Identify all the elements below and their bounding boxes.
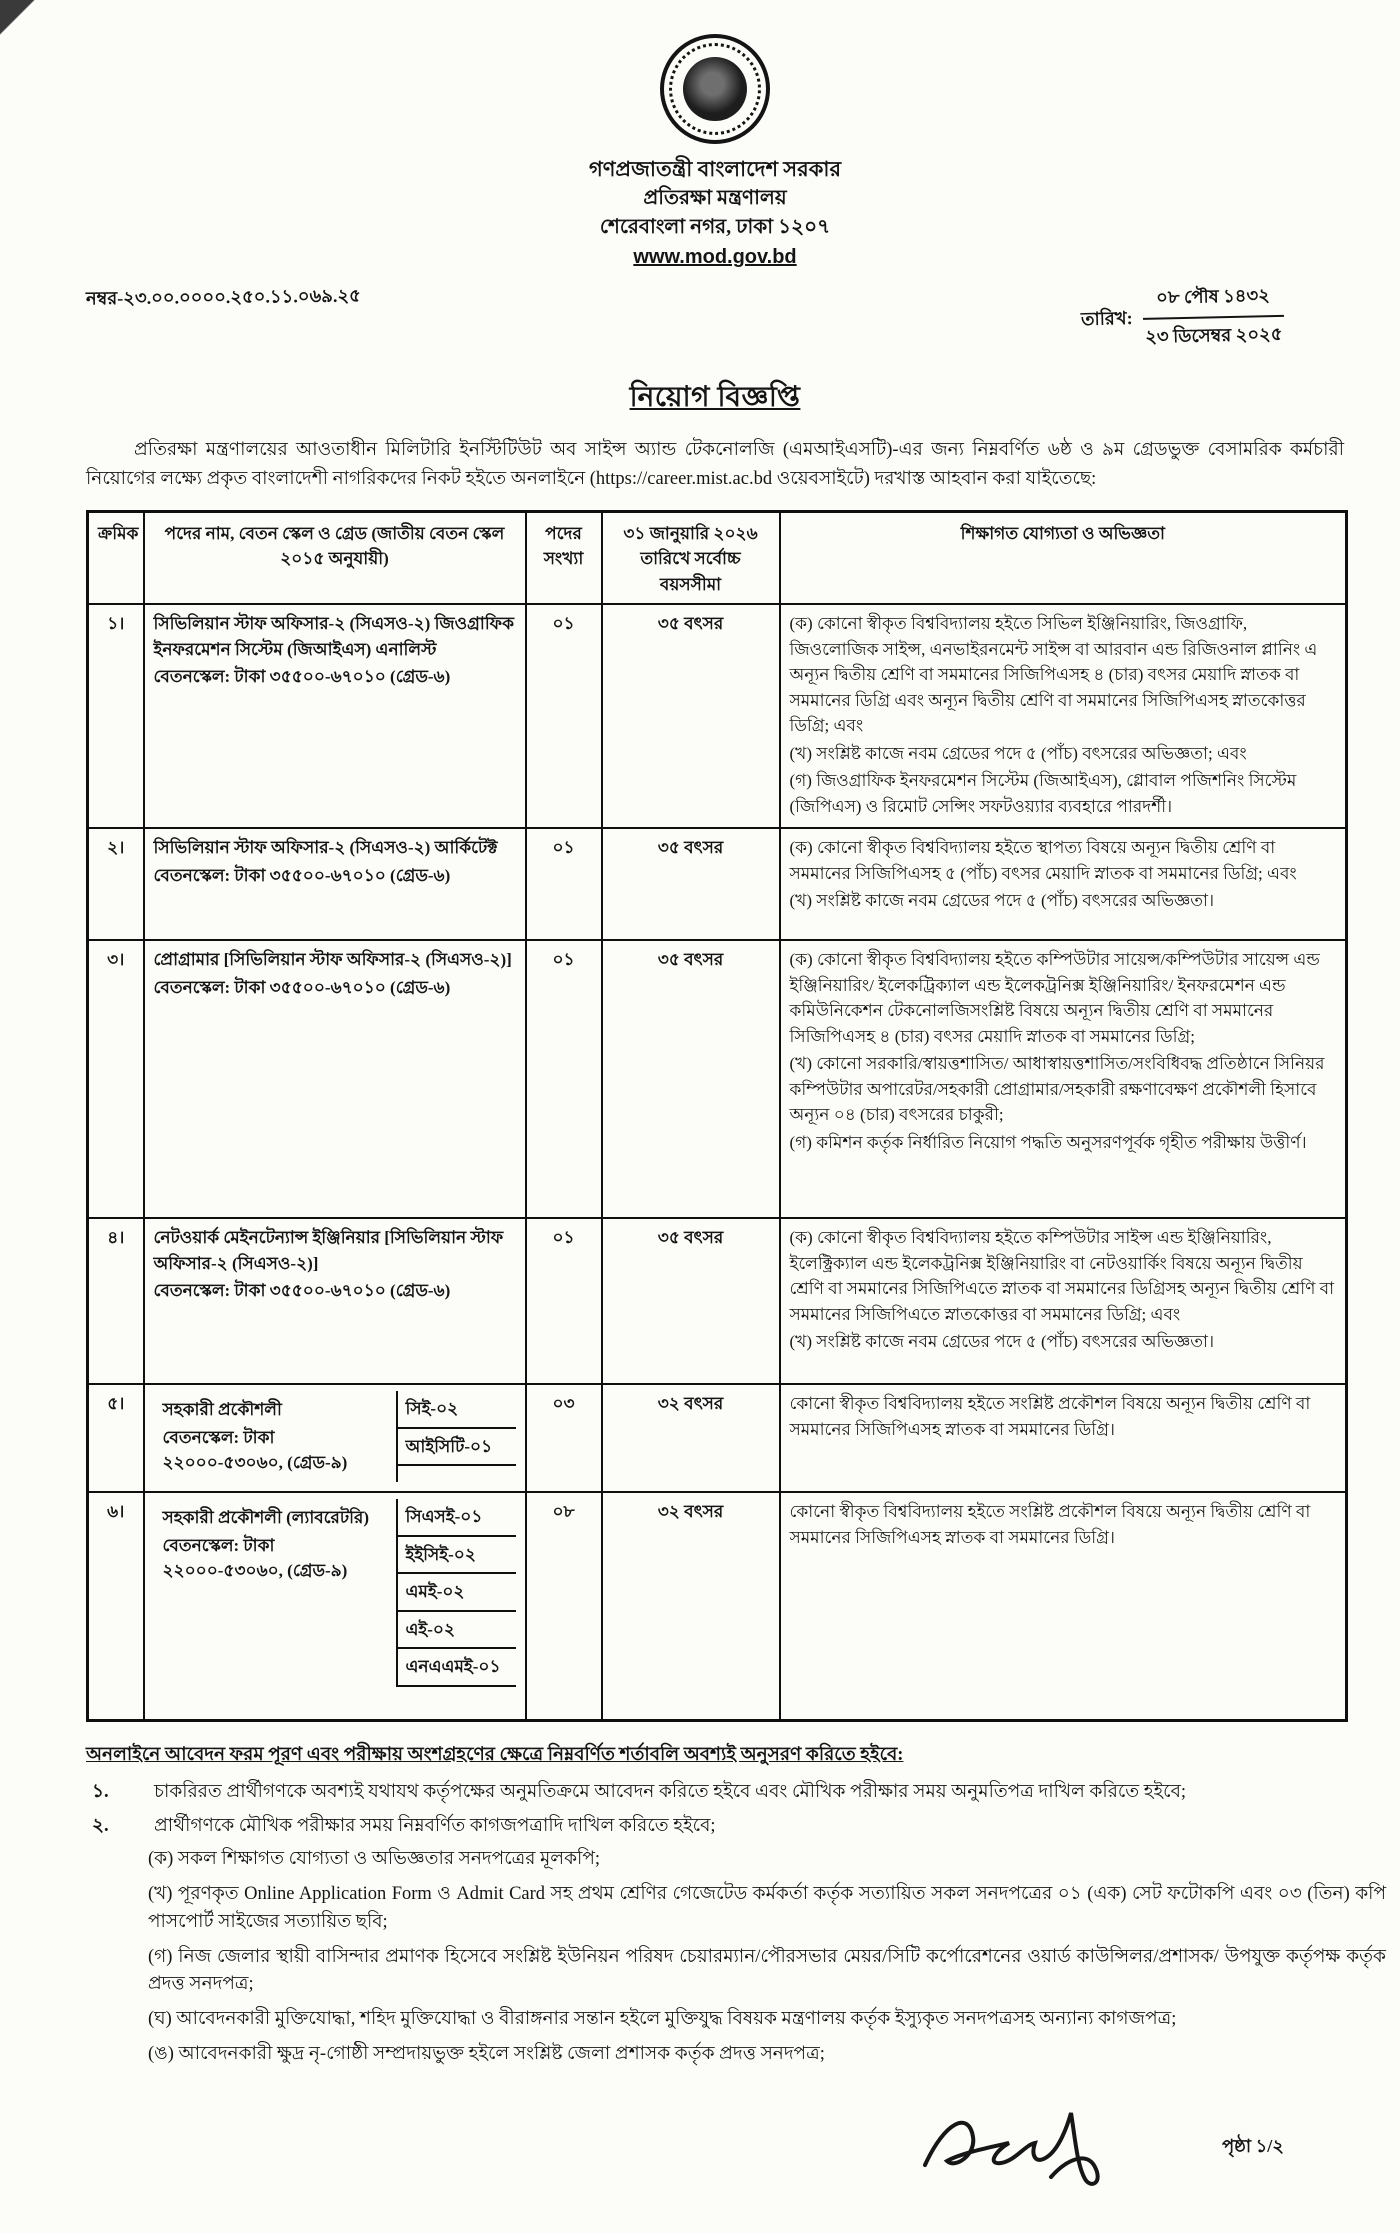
cell-qualification: [780, 604, 1347, 828]
date-gregorian: ২৩ ডিসেম্বর ২০২৫: [1144, 324, 1283, 348]
qualification-item: (ক) কোনো স্বীকৃত বিশ্ববিদ্যালয় হইতে কম্পিউটার সায়েন্স/কম্পিউটার সায়েন্স এন্ড ইঞ্জিনিয়ারিং/ ইলেকট্রিক্যাল এন্ড ইলেকট্রনিক্স ইঞ্জিনিয়ারিং/ ইনফরমেশন এন্ড কমিউনিকেশন টেকনোলজিসংশ্লিষ্ট বিষয়ে অন্যূন দ্বিতীয় শ্রেণি বা সমমানের সিজিপিএসহ ৪ (চার) বৎসর মেয়াদি স্নাতক বা সমমানের ডিগ্রি;: [789, 950, 1320, 1046]
condition-number: ১.: [92, 1781, 109, 1802]
condition-subitem: (খ) পূরণকৃত Online Application Form ও Admit Card সহ প্রথম শ্রেণির গেজেটেড কর্মকর্তা কর্তৃক সত্যায়িত সকল সনদপত্রের ০১ (এক) সেট ফটোকপি এবং ০৩ (তিন) কপি পাসপোর্ট সাইজের সত্যায়িত ছবি;: [148, 1884, 1386, 1932]
qualification-item: (ক) কোনো স্বীকৃত বিশ্ববিদ্যালয় হইতে সিভিল ইঞ্জিনিয়ারিং, জিওগ্রাফি, জিওলোজিক সাইন্স, এনভাইরনমেন্ট সাইন্স বা আরবান এন্ড রিজিওনাল প্লানিং এ অন্যূন দ্বিতীয় শ্রেণি বা সমমানের সিজিপিএসহ ৪ (চার) বৎসর মেয়াদি স্নাতক বা সমমানের ডিগ্রি এবং অন্যূন দ্বিতীয় শ্রেণি বা সমমানের সিজিপিএসহ স্নাতকোত্তর ডিগ্রি; এবং: [789, 614, 1318, 736]
cell-qualification: [780, 940, 1347, 1218]
table-row: [88, 1384, 1347, 1492]
cell-age: ৩৫ বৎসর: [602, 1218, 780, 1384]
condition-subitem: (গ) নিজ জেলার স্থায়ী বাসিন্দার প্রমাণক হিসেবে সংশ্লিষ্ট ইউনিয়ন পরিষদ চেয়ারম্যান/পৌরসভার মেয়র/সিটি কর্পোরেশনের ওয়ার্ড কাউন্সিলর/প্রশাসক/ উপযুক্ত কর্তৃপক্ষ কর্তৃক প্রদত্ত সনদপত্র;: [148, 1946, 1386, 1995]
cell-age: ৩২ বৎসর: [602, 1384, 780, 1492]
cell-position: [144, 940, 526, 1218]
position-pay-scale: বেতনস্কেল: টাকা ২২০০০-৫৩০৬০, (গ্রেড-৯): [162, 1535, 348, 1581]
position-code: আইসিটি-০১: [398, 1429, 516, 1467]
cell-position: [144, 1492, 526, 1720]
signature-mark: [917, 2103, 1127, 2193]
position-name: সহকারী প্রকৌশলী: [162, 1400, 282, 1420]
government-name: গণপ্রজাতন্ত্রী বাংলাদেশ সরকার: [588, 157, 842, 181]
conditions-section: [86, 1740, 1386, 2069]
cell-count: ০৮: [526, 1492, 602, 1720]
qualification-item: (গ) জিওগ্রাফিক ইনফরমেশন সিস্টেম (জিআইএস), গ্লোবাল পজিশনিং সিস্টেম (জিপিএস) ও রিমোট সেন্সিং সফটওয়্যার ব্যবহারে পারদর্শী।: [789, 771, 1297, 816]
cell-age: ৩৫ বৎসর: [602, 604, 780, 828]
position-pay-scale: বেতনস্কেল: টাকা ৩৫৫০০-৬৭০১০ (গ্রেড-৬): [153, 865, 451, 885]
qualification-item: কোনো স্বীকৃত বিশ্ববিদ্যালয় হইতে সংশ্লিষ্ট প্রকৌশল বিষয়ে অন্যূন দ্বিতীয় শ্রেণি বা সমমানের সিজিপিএসহ স্নাতক বা সমমানের ডিগ্রি।: [789, 1394, 1311, 1439]
position-name: প্রোগ্রামার [সিভিলিয়ান স্টাফ অফিসার-২ (সিএসও-২)]: [153, 950, 512, 970]
condition-subitem: (ঙ) আবেদনকারী ক্ষুদ্র নৃ-গোষ্ঠী সম্প্রদায়ভুক্ত হইলে সংশ্লিষ্ট জেলা প্রশাসক কর্তৃক প্রদত্ত সনদপত্র;: [148, 2043, 825, 2064]
condition-text: চাকরিরত প্রার্থীগণকে অবশ্যই যথাযথ কর্তৃপক্ষের অনুমতিক্রমে আবেদন করিতে হইবে এবং মৌখিক পরীক্ষার সময় অনুমতিপত্র দাখিল করিতে হইবে;: [154, 1781, 1187, 1802]
cell-age: ৩৫ বৎসর: [602, 828, 780, 940]
cell-position: [144, 1218, 526, 1384]
cell-position: [144, 1384, 526, 1492]
position-code: এই-০২: [398, 1612, 516, 1650]
position-name: সিভিলিয়ান স্টাফ অফিসার-২ (সিএসও-২) আর্কিটেক্ট: [153, 838, 498, 858]
cell-qualification: [780, 828, 1347, 940]
date-bangla: ০৮ পৌষ ১৪৩২: [1142, 281, 1284, 320]
qualification-item: (ক) কোনো স্বীকৃত বিশ্ববিদ্যালয় হইতে স্থাপত্য বিষয়ে অন্যূন দ্বিতীয় শ্রেণি বা সমমানের সিজিপিএসহ ৫ (পাঁচ) বৎসর মেয়াদি স্নাতক বা সমমানের ডিগ্রি; এবং: [789, 838, 1297, 883]
government-seal-icon: [660, 34, 770, 144]
cell-qualification: [780, 1492, 1347, 1720]
cell-qualification: [780, 1384, 1347, 1492]
position-code: এমই-০২: [398, 1574, 516, 1612]
col-header-age: ৩১ জানুয়ারি ২০২৬ তারিখে সর্বোচ্চ বয়সসীমা: [602, 511, 780, 604]
cell-qualification: [780, 1218, 1347, 1384]
qualification-item: (খ) সংশ্লিষ্ট কাজে নবম গ্রেডের পদে ৫ (পাঁচ) বৎসরের অভিজ্ঞতা।: [789, 891, 1215, 911]
col-header-qualification: শিক্ষাগত যোগ্যতা ও অভিজ্ঞতা: [780, 511, 1347, 604]
qualification-item: কোনো স্বীকৃত বিশ্ববিদ্যালয় হইতে সংশ্লিষ্ট প্রকৌশল বিষয়ে অন্যূন দ্বিতীয় শ্রেণি বা সমমানের সিজিপিএসহ স্নাতক বা সমমানের ডিগ্রি।: [789, 1502, 1311, 1547]
condition-subitem: (ক) সকল শিক্ষাগত যোগ্যতা ও অভিজ্ঞতার সনদপত্রের মূলকপি;: [148, 1849, 601, 1870]
cell-age: ৩২ বৎসর: [602, 1492, 780, 1720]
cell-age: ৩৫ বৎসর: [602, 940, 780, 1218]
table-row: [88, 940, 1347, 1218]
page-number: পৃষ্ঠা ১/২: [1221, 2136, 1284, 2157]
date-values: [1142, 281, 1285, 354]
condition-item: [86, 1813, 1386, 1841]
position-code-list: [396, 1391, 516, 1482]
scan-corner-artifact: [0, 0, 78, 108]
position-code: সিই-০২: [398, 1391, 516, 1429]
col-header-count: পদের সংখ্যা: [526, 511, 602, 604]
ministry-name: প্রতিরক্ষা মন্ত্রণালয়: [643, 187, 787, 210]
conditions-heading: অনলাইনে আবেদন ফরম পূরণ এবং পরীক্ষায় অংশগ্রহণের ক্ষেত্রে নিম্নবর্ণিত শর্তাবলি অবশ্যই অনুসরণ করিতে হইবে:: [86, 1744, 904, 1765]
cell-count: ০১: [526, 828, 602, 940]
condition-number: ২.: [92, 1815, 109, 1836]
position-code-list: [396, 1499, 516, 1687]
table-row: [88, 604, 1347, 828]
cell-position: [144, 828, 526, 940]
qualification-item: (খ) সংশ্লিষ্ট কাজে নবম গ্রেডের পদে ৫ (পাঁচ) বৎসরের অভিজ্ঞতা; এবং: [789, 743, 1247, 763]
condition-item: [86, 1779, 1386, 1807]
seal-core: [683, 57, 747, 121]
position-pay-scale: বেতনস্কেল: টাকা ৩৫৫০০-৬৭০১০ (গ্রেড-৬): [153, 667, 451, 687]
cell-count: ০১: [526, 604, 602, 828]
cell-count: ০১: [526, 1218, 602, 1384]
ministry-address: শেরেবাংলা নগর, ঢাকা ১২০৭: [599, 216, 831, 239]
table-row: [88, 1218, 1347, 1384]
position-name: সহকারী প্রকৌশলী (ল্যাবরেটরি): [162, 1508, 370, 1528]
footer-row: [86, 2103, 1344, 2193]
memo-date-row: [86, 283, 1344, 353]
position-name: সিভিলিয়ান স্টাফ অফিসার-২ (সিএসও-২) জিওগ্রাফিক ইনফরমেশন সিস্টেম (জিআইএস) এনালিস্ট: [153, 614, 515, 659]
col-header-position: পদের নাম, বেতন স্কেল ও গ্রেড (জাতীয় বেতন স্কেল ২০১৫ অনুযায়ী): [144, 511, 526, 604]
page-title: নিয়োগ বিজ্ঞপ্তি: [629, 382, 801, 414]
intro-paragraph: প্রতিরক্ষা মন্ত্রণালয়ের আওতাধীন মিলিটারি ইনস্টিটিউট অব সাইন্স অ্যান্ড টেকনোলজি (এমআইএসটি)-এর জন্য নিম্নবর্ণিত ৬ষ্ঠ ও ৯ম গ্রেডভুক্ত বেসামরিক কর্মচারী নিয়োগের লক্ষ্যে প্রকৃত বাংলাদেশী নাগরিকদের নিকট হইতে অনলাইনে (https://career.mist.ac.bd ওয়েবসাইটে) দরখাস্ত আহবান করা যাইতেছে:: [86, 440, 1344, 490]
condition-text: প্রার্থীগণকে মৌখিক পরীক্ষার সময় নিম্নবর্ণিত কাগজপত্রাদি দাখিল করিতে হইবে;: [154, 1815, 716, 1836]
qualification-item: (ক) কোনো স্বীকৃত বিশ্ববিদ্যালয় হইতে কম্পিউটার সাইন্স এন্ড ইঞ্জিনিয়ারিং, ইলেক্ট্রিক্যাল এন্ড ইলেকট্রনিক্স ইঞ্জিনিয়ারিং বা নেটওয়ার্কিং বিষয়ে অন্যূন দ্বিতীয় শ্রেণি বা সমমানের সিজিপিএতে স্নাতক বা সমমানের ডিগ্রিসহ অন্যূন দ্বিতীয় শ্রেণি বা সমমানের সিজিপিএতে স্নাতকোত্তর বা সমমানের ডিগ্রি; এবং: [789, 1228, 1335, 1324]
cell-serial: ১।: [88, 604, 144, 828]
qualification-item: (গ) কমিশন কর্তৃক নির্ধারিত নিয়োগ পদ্ধতি অনুসরণপূর্বক গৃহীত পরীক্ষায় উত্তীর্ণ।: [789, 1132, 1307, 1152]
table-row: [88, 828, 1347, 940]
cell-serial: ৪।: [88, 1218, 144, 1384]
qualification-item: (খ) কোনো সরকারি/স্বায়ত্তশাসিত/ আধাস্বায়ত্তশাসিত/সংবিধিবদ্ধ প্রতিষ্ঠানে সিনিয়র কম্পিউটার অপারেটর/সহকারী প্রোগ্রামার/সহকারী রক্ষণাবেক্ষণ প্রকৌশলী হিসাবে অন্যূন ০৪ (চার) বৎসরের চাকুরী;: [789, 1054, 1325, 1125]
position-pay-scale: বেতনস্কেল: টাকা ২২০০০-৫৩০৬০, (গ্রেড-৯): [162, 1427, 348, 1473]
condition-subitem: (ঘ) আবেদনকারী মুক্তিযোদ্ধা, শহিদ মুক্তিযোদ্ধা ও বীরাঙ্গনার সন্তান হইলে মুক্তিযুদ্ধ বিষয়ক মন্ত্রণালয় কর্তৃক ইস্যুকৃত সনদপত্রসহ অন্যান্য কাগজপত্র;: [148, 2009, 1177, 2030]
cell-serial: ৩।: [88, 940, 144, 1218]
cell-count: ০১: [526, 940, 602, 1218]
document-header: [86, 34, 1344, 269]
cell-position: [144, 604, 526, 828]
table-header-row: [88, 511, 1347, 604]
cell-serial: ৬।: [88, 1492, 144, 1720]
position-code: এনএএমই-০১: [398, 1649, 516, 1687]
col-header-serial: ক্রমিক: [88, 511, 144, 604]
ministry-website: www.mod.gov.bd: [633, 246, 797, 269]
date-block: [1080, 281, 1285, 355]
qualification-item: (খ) সংশ্লিষ্ট কাজে নবম গ্রেডের পদে ৫ (পাঁচ) বৎসরের অভিজ্ঞতা।: [789, 1332, 1215, 1352]
cell-count: ০৩: [526, 1384, 602, 1492]
memo-number: নম্বর-২৩.০০.০০০০.২৫০.১১.০৬৯.২৫: [85, 285, 361, 309]
cell-serial: ২।: [88, 828, 144, 940]
position-code: সিএসই-০১: [398, 1499, 516, 1537]
position-code: ইইসিই-০২: [398, 1537, 516, 1575]
position-name: নেটওয়ার্ক মেইনটেন্যান্স ইঞ্জিনিয়ার [সিভিলিয়ান স্টাফ অফিসার-২ (সিএসও-২)]: [153, 1228, 504, 1273]
date-label: তারিখ:: [1080, 307, 1133, 330]
positions-table: [86, 510, 1348, 1722]
position-pay-scale: বেতনস্কেল: টাকা ৩৫৫০০-৬৭০১০ (গ্রেড-৬): [153, 977, 451, 997]
table-row: [88, 1492, 1347, 1720]
cell-serial: ৫।: [88, 1384, 144, 1492]
position-pay-scale: বেতনস্কেল: টাকা ৩৫৫০০-৬৭০১০ (গ্রেড-৬): [153, 1281, 451, 1301]
